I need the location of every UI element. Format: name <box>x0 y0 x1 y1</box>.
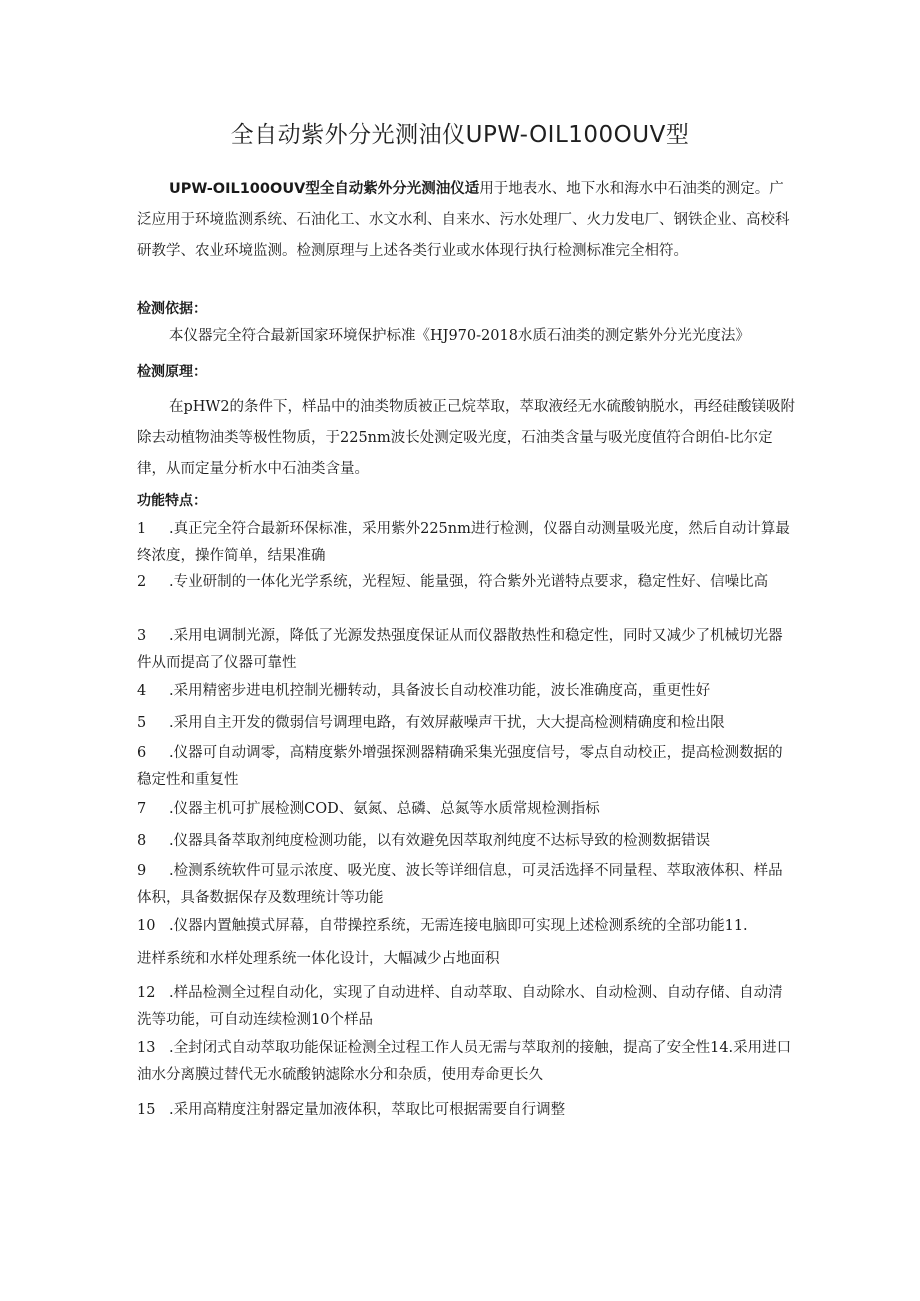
basis-heading: 检测依据： <box>137 301 207 317</box>
feature-text: .全封闭式自动萃取功能保证检测全过程工作人员无需与萃取剂的接触，提高了安全性14.采用进口油水分离膜过替代无水硫酸钠滤除水分和杂质，使用寿命更长久 <box>137 1040 792 1083</box>
document-title: 全自动紫外分光测油仪UPW-OIL100OUV型 <box>230 122 690 148</box>
basis-text: 本仪器完全符合最新国家环境保护标准《HJ970-2018水质石油类的测定紫外分光光度法》 <box>169 328 750 344</box>
feature-text: 进样系统和水样处理系统一体化设计，大幅减少占地面积 <box>137 951 500 967</box>
feature-number: 6 <box>137 745 147 761</box>
feature-text: .仪器主机可扩展检测COD、氨氮、总磷、总氮等水质常规检测指标 <box>169 801 600 817</box>
feature-number: 9 <box>137 863 147 879</box>
intro-paragraph <box>137 174 797 267</box>
feature-item <box>137 1097 797 1124</box>
feature-number: 7 <box>137 801 147 817</box>
feature-number: 4 <box>137 683 147 699</box>
feature-item <box>137 740 797 794</box>
feature-number: 15 <box>137 1102 156 1118</box>
feature-text: .样品检测全过程自动化，实现了自动进样、自动萃取、自动除水、自动检测、自动存储、自动清洗等功能，可自动连续检测10个样品 <box>137 985 783 1028</box>
feature-item <box>137 980 797 1034</box>
feature-number: 10 <box>137 918 156 934</box>
principle-text: 在pHW2的条件下，样品中的油类物质被正己烷萃取，萃取液经无水硫酸钠脱水，再经硅酸镁吸附除去动植物油类等极性物质，于225nm波长处测定吸光度，石油类含量与吸光度值符合朗伯-比尔定律，从而定量分析水中石油类含量。 <box>137 399 796 477</box>
intro-text: 用于地表水、地下水和海水中石油类的测定。广泛应用于环境监测系统、石油化工、水文水利、自来水、污水处理厂、火力发电厂、钢铁企业、高校科研教学、农业环境监测。检测原理与上述各类行业或水体现行执行检测标准完全相符。 <box>137 181 790 259</box>
feature-text: .仪器具备萃取剂纯度检测功能，以有效避免因萃取剂纯度不达标导致的检测数据错误 <box>169 833 711 849</box>
feature-text: .检测系统软件可显示浓度、吸光度、波长等详细信息，可灵活选择不同量程、萃取液体积、样品体积，具备数据保存及数理统计等功能 <box>137 863 783 906</box>
feature-text: .仪器内置触摸式屏幕，自带操控系统，无需连接电脑即可实现上述检测系统的全部功能11. <box>169 918 748 934</box>
feature-number: 5 <box>137 715 147 731</box>
feature-number: 12 <box>137 985 156 1001</box>
feature-item <box>137 569 797 596</box>
feature-number: 3 <box>137 628 147 644</box>
feature-item <box>137 796 797 823</box>
intro-lead: UPW-OIL100OUV型全自动紫外分光测油仪适 <box>169 181 480 197</box>
principle-heading: 检测原理： <box>137 364 207 380</box>
feature-item <box>137 623 797 677</box>
feature-number: 13 <box>137 1040 156 1056</box>
feature-text: .采用精密步进电机控制光栅转动，具备波长自动校准功能，波长准确度高，重更性好 <box>169 683 711 699</box>
feature-text: .采用高精度注射器定量加液体积，萃取比可根据需要自行调整 <box>169 1102 566 1118</box>
feature-item <box>137 678 797 705</box>
feature-text: .真正完全符合最新环保标准，采用紫外225nm进行检测，仪器自动测量吸光度，然后自动计算最终浓度，操作简单，结果准确 <box>137 521 790 564</box>
feature-item <box>137 516 797 570</box>
features-heading: 功能特点： <box>137 493 207 509</box>
feature-number: 1 <box>137 521 147 537</box>
feature-number: 8 <box>137 833 147 849</box>
feature-text: .采用自主开发的微弱信号调理电路，有效屏蔽噪声干扰，大大提高检测精确度和检出限 <box>169 715 725 731</box>
feature-item <box>137 858 797 912</box>
feature-text: .采用电调制光源，降低了光源发热强度保证从而仪器散热性和稳定性，同时又减少了机械切光器件从而提高了仪器可靠性 <box>137 628 783 671</box>
feature-item <box>137 946 797 973</box>
feature-item <box>137 913 797 940</box>
feature-text: .仪器可自动调零，高精度紫外增强探测器精确采集光强度信号，零点自动校正，提高检测数据的稳定性和重复性 <box>137 745 783 788</box>
feature-number: 2 <box>137 574 147 590</box>
feature-item <box>137 710 797 737</box>
feature-text: .专业研制的一体化光学系统，光程短、能量强，符合紫外光谱特点要求，稳定性好、信噪比高 <box>169 574 769 590</box>
feature-item <box>137 828 797 855</box>
feature-item <box>137 1035 797 1089</box>
